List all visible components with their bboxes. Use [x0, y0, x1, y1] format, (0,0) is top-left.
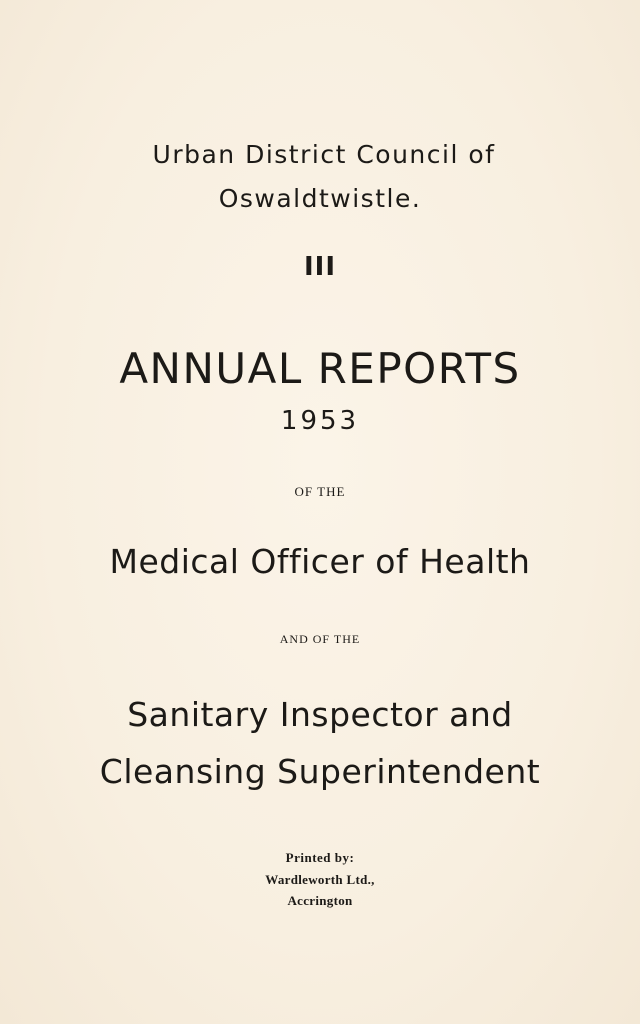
cleansing-superintendent-heading: Cleansing Superintendent — [99, 752, 541, 791]
printed-by-label: Printed by: — [285, 850, 355, 865]
section-mark: III — [303, 252, 337, 282]
and-of-the-label: AND OF THE — [279, 632, 361, 646]
printer-town: Accrington — [287, 893, 353, 908]
council-name-line-1: Urban District Council of — [152, 140, 496, 169]
printer-name: Wardleworth Ltd., — [265, 872, 375, 887]
sanitary-inspector-heading: Sanitary Inspector and — [127, 695, 513, 734]
council-name-line-2: Oswaldtwistle. — [218, 184, 422, 213]
report-title: ANNUAL REPORTS — [119, 344, 521, 393]
of-the-label: OF THE — [294, 484, 346, 499]
medical-officer-heading: Medical Officer of Health — [109, 542, 531, 581]
report-year: 1953 — [280, 406, 360, 436]
